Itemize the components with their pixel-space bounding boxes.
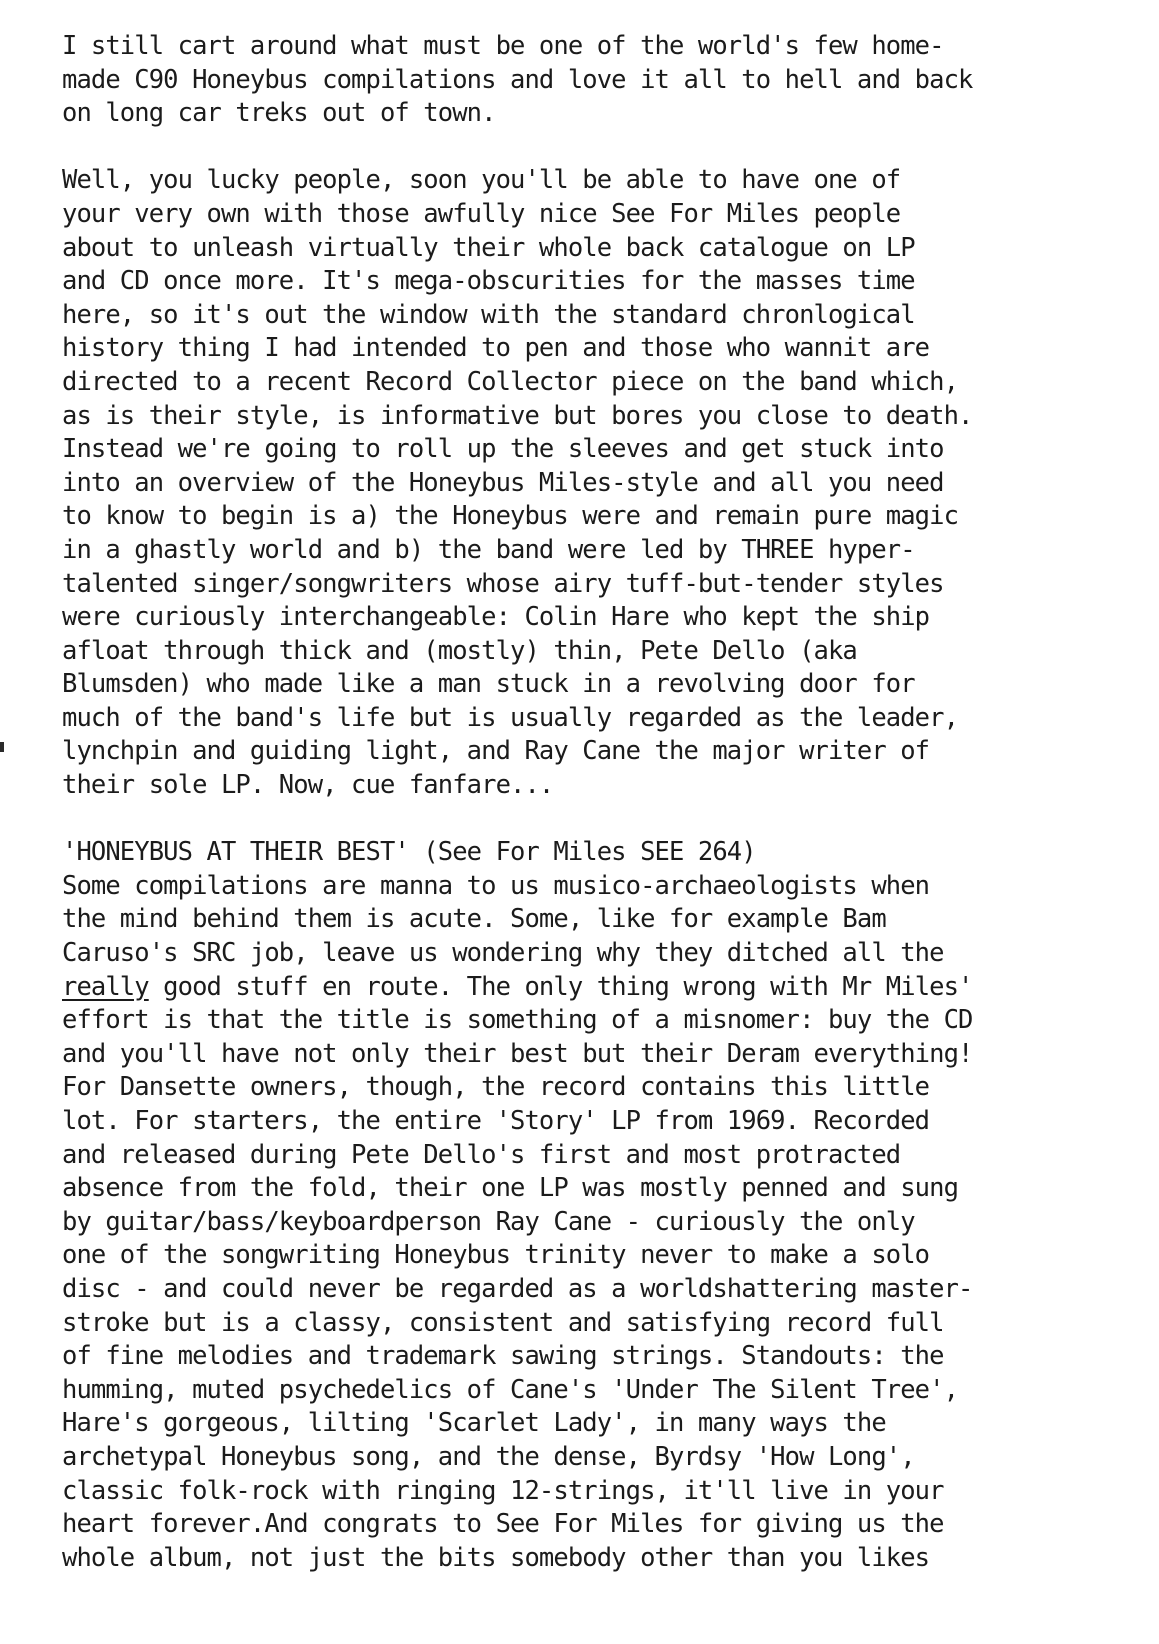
text-line: absence from the fold, their one LP was mostly penned and sung — [62, 1173, 959, 1204]
text-line: stroke but is a classy, consistent and satisfying record full — [62, 1307, 944, 1338]
text-line: humming, muted psychedelics of Cane's 'Under The Silent Tree', — [62, 1374, 959, 1405]
text-line: classic folk-rock with ringing 12-strings, it'll live in your — [62, 1475, 944, 1506]
text-line: disc - and could never be regarded as a worldshattering master- — [62, 1273, 973, 1304]
text-line — [62, 971, 1142, 1005]
text-line: Caruso's SRC job, leave us wondering why they ditched all the — [62, 938, 944, 969]
text-line: history thing I had intended to pen and those who wannit are — [62, 333, 930, 364]
margin-mark — [0, 742, 4, 752]
text-line: into an overview of the Honeybus Miles-style and all you need — [62, 467, 944, 498]
text-span: good stuff en route. The only thing wrong with Mr Miles' — [148, 971, 973, 1002]
paragraph-review — [62, 870, 1142, 1575]
text-line: lot. For starters, the entire 'Story' LP from 1969. Recorded — [62, 1106, 930, 1136]
underlined-word: really — [62, 971, 149, 1002]
text-line: their sole LP. Now, cue fanfare... — [62, 770, 554, 801]
text-line: effort is that the title is something of a misnomer: buy the CD — [62, 1005, 973, 1036]
text-line: archetypal Honeybus song, and the dense, Byrdsy 'How Long', — [62, 1441, 915, 1472]
text-line: For Dansette owners, though, the record contains this little — [62, 1072, 930, 1103]
text-line: talented singer/songwriters whose airy tuff-but-tender styles — [62, 568, 944, 599]
text-line: and released during Pete Dello's first and most protracted — [62, 1139, 901, 1170]
article-text — [62, 30, 1142, 1575]
paragraph-intro — [62, 30, 1142, 131]
text-line: heart forever.And congrats to See For Miles for giving us the — [62, 1509, 944, 1540]
text-line: Well, you lucky people, soon you'll be able to have one of — [62, 165, 901, 196]
text-line: in a ghastly world and b) the band were led by THREE hyper- — [62, 534, 915, 565]
text-line: Some compilations are manna to us musico-archaeologists when — [62, 870, 930, 901]
text-line: of fine melodies and trademark sawing strings. Standouts: the — [62, 1341, 944, 1372]
text-line: Blumsden) who made like a man stuck in a revolving door for — [62, 669, 915, 700]
text-line: Instead we're going to roll up the sleeves and get stuck into — [62, 434, 944, 465]
text-line: about to unleash virtually their whole back catalogue on LP — [62, 232, 915, 263]
text-line: one of the songwriting Honeybus trinity never to make a solo — [62, 1240, 930, 1271]
text-line: lynchpin and guiding light, and Ray Cane the major writer of — [62, 736, 930, 767]
paragraph-gap — [62, 803, 1142, 837]
review-heading: 'HONEYBUS AT THEIR BEST' (See For Miles SEE 264) — [62, 837, 756, 868]
paragraph-gap — [62, 131, 1142, 165]
text-line: afloat through thick and (mostly) thin, Pete Dello (aka — [62, 635, 857, 666]
text-line: and you'll have not only their best but their Deram everything! — [62, 1038, 973, 1069]
text-line: as is their style, is informative but bores you close to death. — [62, 400, 973, 431]
text-line: on long car treks out of town. — [62, 98, 496, 129]
text-line: made C90 Honeybus compilations and love it all to hell and back — [62, 64, 973, 95]
text-line: whole album, not just the bits somebody other than you likes — [62, 1542, 930, 1573]
paragraph-overview — [62, 164, 1142, 802]
text-line: much of the band's life but is usually regarded as the leader, — [62, 702, 959, 733]
text-line: to know to begin is a) the Honeybus were and remain pure magic — [62, 501, 959, 532]
text-line: I still cart around what must be one of the world's few home- — [62, 31, 944, 61]
text-line: here, so it's out the window with the standard chronlogical — [62, 299, 915, 330]
text-line: and CD once more. It's mega-obscurities for the masses time — [62, 266, 915, 297]
text-line: the mind behind them is acute. Some, like for example Bam — [62, 904, 886, 935]
text-line: directed to a recent Record Collector piece on the band which, — [62, 366, 959, 397]
text-line: by guitar/bass/keyboardperson Ray Cane - curiously the only — [62, 1206, 915, 1237]
text-line: Hare's gorgeous, lilting 'Scarlet Lady', in many ways the — [62, 1408, 886, 1439]
text-line: were curiously interchangeable: Colin Hare who kept the ship — [62, 602, 930, 633]
text-line: your very own with those awfully nice See For Miles people — [62, 198, 901, 229]
